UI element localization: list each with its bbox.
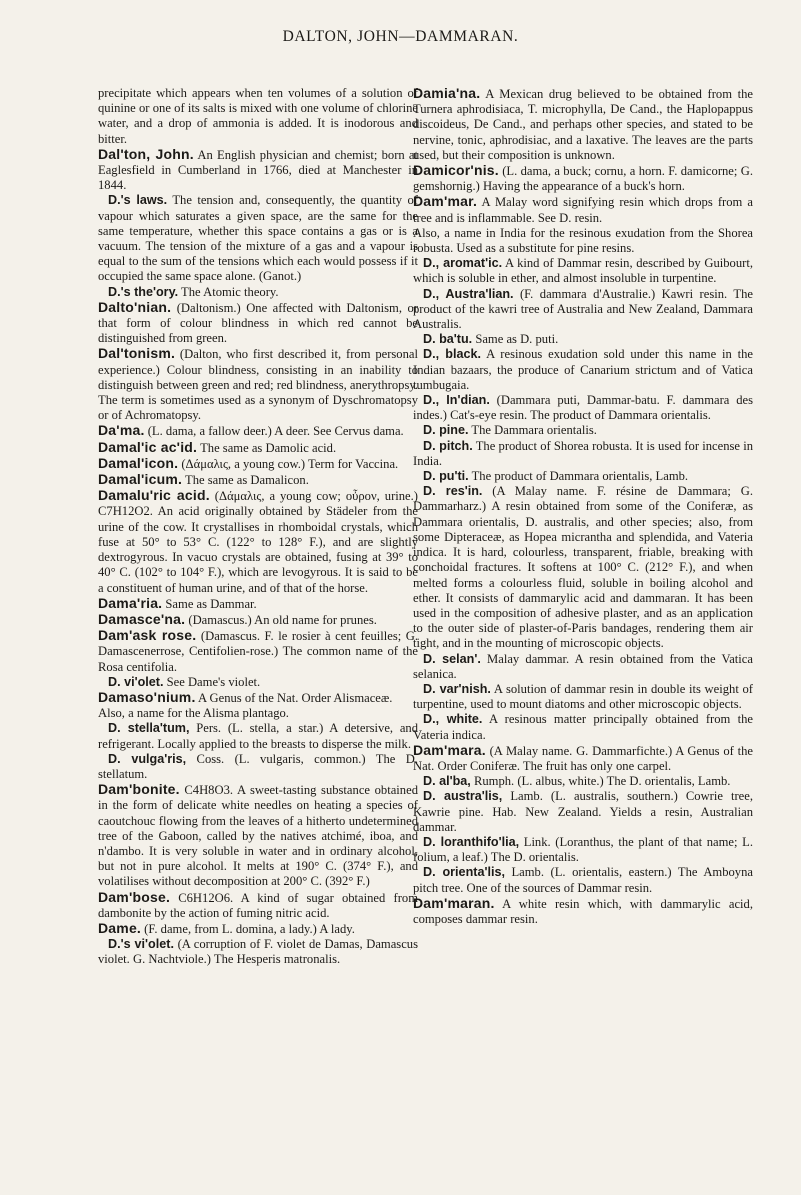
entry	[413, 896, 753, 927]
definition-text: The same as Damolic acid.	[197, 440, 337, 455]
entry	[98, 456, 418, 472]
definition-text: (Damascus.) An old name for prunes.	[185, 612, 377, 627]
headword: D. al'ba,	[423, 774, 471, 789]
subentry	[98, 721, 418, 751]
headword: D. var'nish.	[423, 681, 491, 696]
subentry	[413, 393, 753, 423]
headword: Dam'bose.	[98, 888, 171, 905]
definition-text: Pers. (L. stella, a star.) A detersive, and refrigerant. Locally applied to the breasts to disperse the milk.	[98, 721, 419, 751]
definition-text: (Dalton, who first described it, from personal experience.) Colour blindness, consisting in an inability to distinguish between green and red; red blindness, anerythropsy. The term is sometimes used as a synonym of Dyschromatopsy or of Achromatopsy.	[98, 347, 418, 423]
left-column	[98, 86, 418, 968]
definition-text: The product of Shorea robusta. It is used for incense in India.	[413, 438, 753, 468]
definition-text: Same as Dammar.	[162, 596, 257, 611]
definition-text: (F. dammara d'Australie.) Kawri resin. The product of the kawri tree of Australia and New Zealand, Dammara Australis.	[413, 286, 753, 332]
subentry	[413, 835, 753, 865]
subentry	[413, 865, 753, 895]
definition-text: A Malay word signifying resin which drops from a tree and is inflammable. See D. resin.	[413, 195, 753, 225]
definition-text: (A Malay name. F. résine de Dammara; G. Dammarharz.) A resin obtained from some of the Coniferæ, as Dammara orientalis, D. australis, and other species; also, from some Dipteraceæ, as Hopea micrantha and splendida, and Vateria indica. It is hard, colourless, transparent, friable, breaking with conchoidal fractures. It softens at 100° C. (212° F.), and when melted forms a colourless fluid, soluble in boiling alcohol and ether. It consists of dammarylic acid and dammaran. It has been used in the composition of adhesive plaster, and as an application to the outer side of plaster-of-Paris bandages, rendering them air tight, and in the mounting of microscopic objects.	[413, 484, 753, 651]
definition-text: A resinous exudation sold under this name in the Indian bazaars, the produce of Canarium strictum and of Vatica tumbugaia.	[413, 347, 753, 392]
headword: Da'ma.	[98, 422, 145, 439]
definition-text: Lamb. (L. australis, southern.) Cowrie tree, Kawrie pine. Hab. New Zealand. Yields a resin, Australian dammar.	[413, 789, 753, 834]
entry	[98, 612, 418, 628]
entry-continuation	[98, 706, 418, 721]
definition-text: (A corruption of F. violet de Damas, Damascus violet. G. Nachtviole.) The Hesperis matronalis.	[98, 937, 418, 967]
definition-text: A Genus of the Nat. Order Alismaceæ.	[195, 690, 393, 705]
definition-text: C6H12O6. A kind of sugar obtained from dambonite by the action of fuming nitric acid.	[98, 890, 418, 920]
definition-text: A Mexican drug believed to be obtained from the Turnera aphrodisiaca, T. microphylla, De Cand., the Haplopappus discoideus, De Cand., and perhaps other species, and stated to be nervine, tonic, aphrodisiac, and a laxative. The leaves are the parts used, but their composition is unknown.	[413, 87, 753, 162]
definition-text: Coss. (L. vulgaris, common.) The D. stellatum.	[98, 751, 418, 781]
definition-text: A resinous matter principally obtained from the Vateria indica.	[413, 712, 753, 742]
headword: D. loranthifo'lia,	[423, 834, 520, 849]
subentry	[413, 469, 753, 484]
definition-text: Also, a name for the Alisma plantago.	[98, 706, 289, 721]
definition-text: Same as D. puti.	[472, 332, 559, 347]
definition-text: (L. dama, a buck; cornu, a horn. F. damicorne; G. gemshornig.) Having the appearance of a buck's horn.	[413, 164, 753, 194]
definition-text: The Dammara orientalis.	[468, 423, 597, 438]
headword: D. pu'ti.	[423, 469, 469, 484]
definition-text: precipitate which appears when ten volumes of a solution of quinine or one of its salts is mixed with one volume of chlorine water, and a drop of ammonia is added. It is inodorous and bitter.	[98, 86, 418, 146]
subentry	[98, 937, 418, 967]
headword: D. pitch.	[423, 438, 473, 453]
definition-text: The same as Damalicon.	[182, 473, 309, 488]
definition-text: The tension and, consequently, the quantity of vapour which saturates a given space, are the same for the same temperature, whether this space contains a gas or is a vacuum. The tension of the mixture of a gas and a vapour is equal to the sum of the tensions which each would possess if it occupied the same space alone. (Ganot.)	[98, 193, 418, 284]
definition-text: (Daltonism.) One affected with Daltonism, or that form of colour blindness in which red cannot be distinguished from green.	[98, 300, 418, 346]
entry	[98, 300, 418, 347]
entry	[98, 423, 418, 439]
definition-text: C4H8O3. A sweet-tasting substance obtained in the form of delicate white needles on heating a species of caoutchouc flowing from the leaves of a hitherto undetermined tree of the Gaboon, called by the natives atchimé, iboa, and n'dambo. It is very soluble in water and in ordinary alcohol, but not in pure alcohol. It melts at 190° C. (374° F.), and volatilises without decomposition at 200° C. (392° F.)	[98, 783, 418, 889]
headword: D., aromat'ic.	[423, 256, 503, 271]
entry	[413, 743, 753, 774]
headword: D., Austra'lian.	[423, 286, 514, 301]
entry-continuation	[413, 226, 753, 256]
headword: D. austra'lis,	[423, 789, 503, 804]
entry	[413, 163, 753, 194]
headword: D.'s laws.	[108, 193, 168, 208]
entry	[98, 472, 418, 488]
headword: Damal'icon.	[98, 454, 179, 471]
entry	[413, 194, 753, 225]
headword: D. ba'tu.	[423, 332, 473, 347]
headword: Dama'ria.	[98, 594, 163, 611]
definition-text: Link. (Loranthus, the plant of that name; L. folium, a leaf.) The D. orientalis.	[413, 834, 753, 865]
definition-text: A solution of dammar resin in double its weight of turpentine, used to mount diatoms and other microscopic objects.	[413, 681, 753, 712]
subentry	[413, 682, 753, 712]
headword: D., black.	[423, 347, 481, 362]
definition-text: (Δάμαλις, a young cow.) Term for Vaccina.	[178, 456, 399, 471]
definition-text: (Damascus. F. le rosier à cent feuilles; G. Damascenerrose, Centifolien-rose.) The common name of the Rosa centifolia.	[98, 629, 419, 674]
entry	[98, 346, 418, 423]
right-column	[413, 86, 753, 927]
subentry	[413, 256, 753, 286]
subentry	[98, 193, 418, 284]
headword: D. vi'olet.	[108, 674, 164, 689]
headword: Dam'mara.	[413, 741, 486, 758]
headword: Damicor'nis.	[413, 162, 499, 179]
entry	[98, 921, 418, 937]
headword: Dam'mar.	[413, 193, 478, 210]
subentry	[413, 347, 753, 393]
definition-text: See Dame's violet.	[163, 674, 261, 689]
entry	[98, 440, 418, 456]
headword: Dal'tonism.	[98, 345, 176, 362]
subentry	[98, 285, 418, 300]
headword: D. orienta'lis,	[423, 865, 505, 880]
definition-text: (A Malay name. G. Dammarfichte.) A Genus of the Nat. Order Coniferæ. The fruit has only one carpel.	[413, 743, 753, 773]
headword: D., white.	[423, 712, 483, 727]
headword: D. pine.	[423, 423, 469, 438]
headword: Dam'maran.	[413, 894, 495, 911]
subentry	[413, 712, 753, 742]
definition-text: The Atomic theory.	[178, 284, 279, 299]
headword: Damal'icum.	[98, 471, 183, 488]
definition-text: (L. dama, a fallow deer.) A deer. See Cervus dama.	[144, 424, 404, 439]
headword: D., In'dian.	[423, 393, 490, 408]
definition-text: Rumph. (L. albus, white.) The D. orientalis, Lamb.	[470, 774, 731, 789]
headword: Damia'na.	[413, 85, 481, 101]
definition-text: (F. dame, from L. domina, a lady.) A lady.	[141, 921, 355, 936]
headword: Dam'bonite.	[98, 781, 180, 798]
subentry	[413, 439, 753, 469]
definition-text: (Dammara puti, Dammar-batu. F. dammara des indes.) Cat's-eye resin. The product of Dammara orientalis.	[413, 393, 753, 423]
headword: Dalto'nian.	[98, 298, 172, 315]
headword: Dam'ask rose.	[98, 627, 197, 644]
subentry	[413, 774, 753, 789]
definition-text: (Δάμαλις, a young cow; οὖρον, urine.) C7H12O2. An acid originally obtained by Städeler from the urine of the cow. It crystallises in rhomboidal crystals, which fuse at 50° to 53° C. (122° to 128° F.), and are slightly dextrogyrous. In vacuo crystals are obtained, fusing at 39° to 40° C. (102° to 104° F.), which are levogyrous. It is said to be a constituent of human urine, and of that of the horse.	[98, 489, 418, 595]
running-head: DALTON, JOHN—DAMMARAN.	[282, 28, 519, 45]
entry	[98, 147, 418, 194]
headword: D. selan'.	[423, 651, 481, 666]
subentry	[98, 752, 418, 782]
headword: D. res'in.	[423, 484, 483, 499]
definition-text: Also, a name in India for the resinous exudation from the Shorea robusta. Used as a substitute for pine resins.	[413, 225, 753, 256]
entry	[98, 596, 418, 612]
headword: D.'s vi'olet.	[108, 937, 174, 952]
entry	[98, 690, 418, 706]
subentry	[413, 423, 753, 438]
subentry	[413, 484, 753, 651]
headword: Damasce'na.	[98, 610, 186, 627]
entry	[98, 890, 418, 921]
headword: D. stella'tum,	[108, 721, 190, 736]
headword: Damaso'nium.	[98, 688, 196, 705]
subentry	[413, 789, 753, 835]
headword: Dal'ton, John.	[98, 145, 194, 162]
definition-text: A kind of Dammar resin, described by Guibourt, which is soluble in ether, and almost insoluble in turpentine.	[413, 256, 753, 286]
entry	[413, 86, 753, 163]
entry	[98, 488, 418, 595]
entry	[98, 782, 418, 889]
definition-text: Malay dammar. A resin obtained from the Vatica selanica.	[413, 651, 753, 681]
headword: Dame.	[98, 919, 142, 936]
subentry	[413, 332, 753, 347]
definition-text: An English physician and chemist; born at Eaglesfield in Cumberland in 1766, died at Manchester in 1844.	[98, 147, 419, 193]
subentry	[413, 287, 753, 333]
definition-text: Lamb. (L. orientalis, eastern.) The Amboyna pitch tree. One of the sources of Dammar resin.	[413, 865, 753, 895]
subentry	[98, 675, 418, 690]
definition-text: The product of Dammara orientalis, Lamb.	[468, 469, 689, 484]
definition-text: A white resin which, with dammarylic acid, composes dammar resin.	[413, 896, 753, 926]
headword: D. vulga'ris,	[108, 751, 187, 766]
headword: Damal'ic ac'id.	[98, 438, 198, 455]
headword: Damalu'ric acid.	[98, 487, 210, 504]
entry-continuation	[98, 86, 418, 147]
headword: D.'s the'ory.	[108, 284, 179, 299]
subentry	[413, 652, 753, 682]
entry	[98, 628, 418, 675]
